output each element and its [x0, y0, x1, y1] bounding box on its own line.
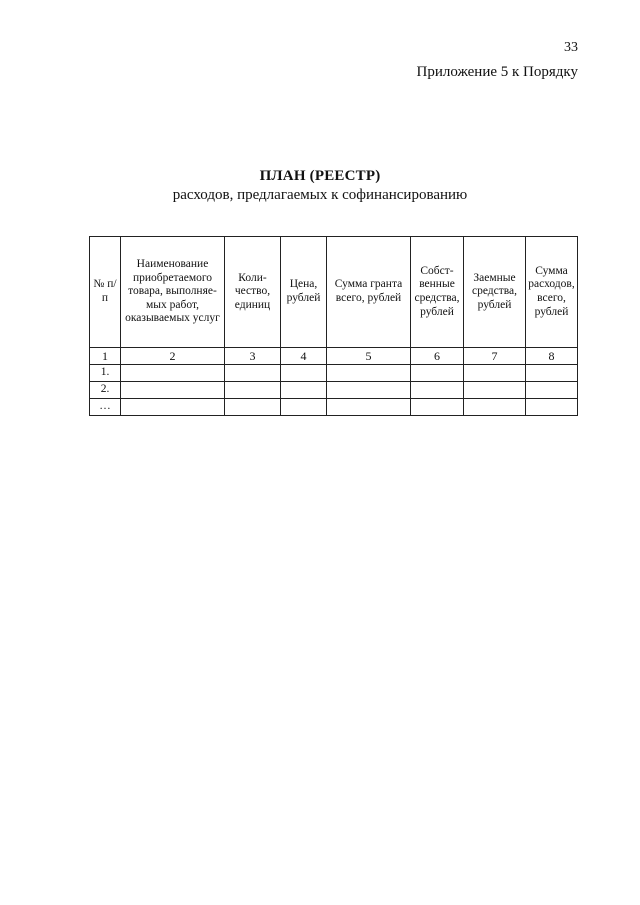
expense-plan-table	[89, 236, 578, 416]
column-number-cell: 3	[225, 348, 281, 365]
column-number-cell: 8	[526, 348, 578, 365]
table-cell	[526, 365, 578, 382]
table-cell	[121, 382, 225, 399]
header-cell: Цена, рублей	[281, 237, 327, 348]
header-cell: Наименование приобретаемого товара, выполняе-мых работ, оказываемых услуг	[121, 237, 225, 348]
header-cell: Заемные средства, рублей	[464, 237, 526, 348]
table-cell	[225, 399, 281, 416]
table-cell	[281, 365, 327, 382]
table-cell	[464, 399, 526, 416]
document-heading	[0, 168, 640, 204]
table-cell	[411, 382, 464, 399]
table-header-row	[90, 237, 578, 348]
table-cell: …	[90, 399, 121, 416]
table-cell	[327, 399, 411, 416]
column-number-cell: 2	[121, 348, 225, 365]
table-cell	[225, 365, 281, 382]
document-title: ПЛАН (РЕЕСТР)	[259, 168, 381, 184]
table-cell	[411, 399, 464, 416]
table-cell	[327, 382, 411, 399]
table-cell: 2.	[90, 382, 121, 399]
column-number-cell: 7	[464, 348, 526, 365]
column-number-cell: 1	[90, 348, 121, 365]
column-number-row	[90, 348, 578, 365]
table-cell	[121, 399, 225, 416]
table-cell	[225, 382, 281, 399]
column-number-cell: 4	[281, 348, 327, 365]
table-cell	[464, 365, 526, 382]
table-cell	[281, 399, 327, 416]
page-number: 33	[564, 40, 578, 55]
header-cell: Сумма гранта всего, рублей	[327, 237, 411, 348]
table-cell	[526, 399, 578, 416]
table-cell	[281, 382, 327, 399]
table-row	[90, 365, 578, 382]
table-cell	[121, 365, 225, 382]
header-cell: Сумма расходов, всего, рублей	[526, 237, 578, 348]
table-cell	[526, 382, 578, 399]
document-subtitle: расходов, предлагаемых к софинансированию	[172, 187, 468, 203]
column-number-cell: 6	[411, 348, 464, 365]
table-cell	[411, 365, 464, 382]
table-row	[90, 399, 578, 416]
header-cell: Коли-чество, единиц	[225, 237, 281, 348]
header-cell: № п/п	[90, 237, 121, 348]
table-cell	[327, 365, 411, 382]
table-cell	[464, 382, 526, 399]
table-row	[90, 382, 578, 399]
column-number-cell: 5	[327, 348, 411, 365]
table-cell: 1.	[90, 365, 121, 382]
appendix-reference: Приложение 5 к Порядку	[416, 64, 578, 80]
header-cell: Собст-венные средства, рублей	[411, 237, 464, 348]
